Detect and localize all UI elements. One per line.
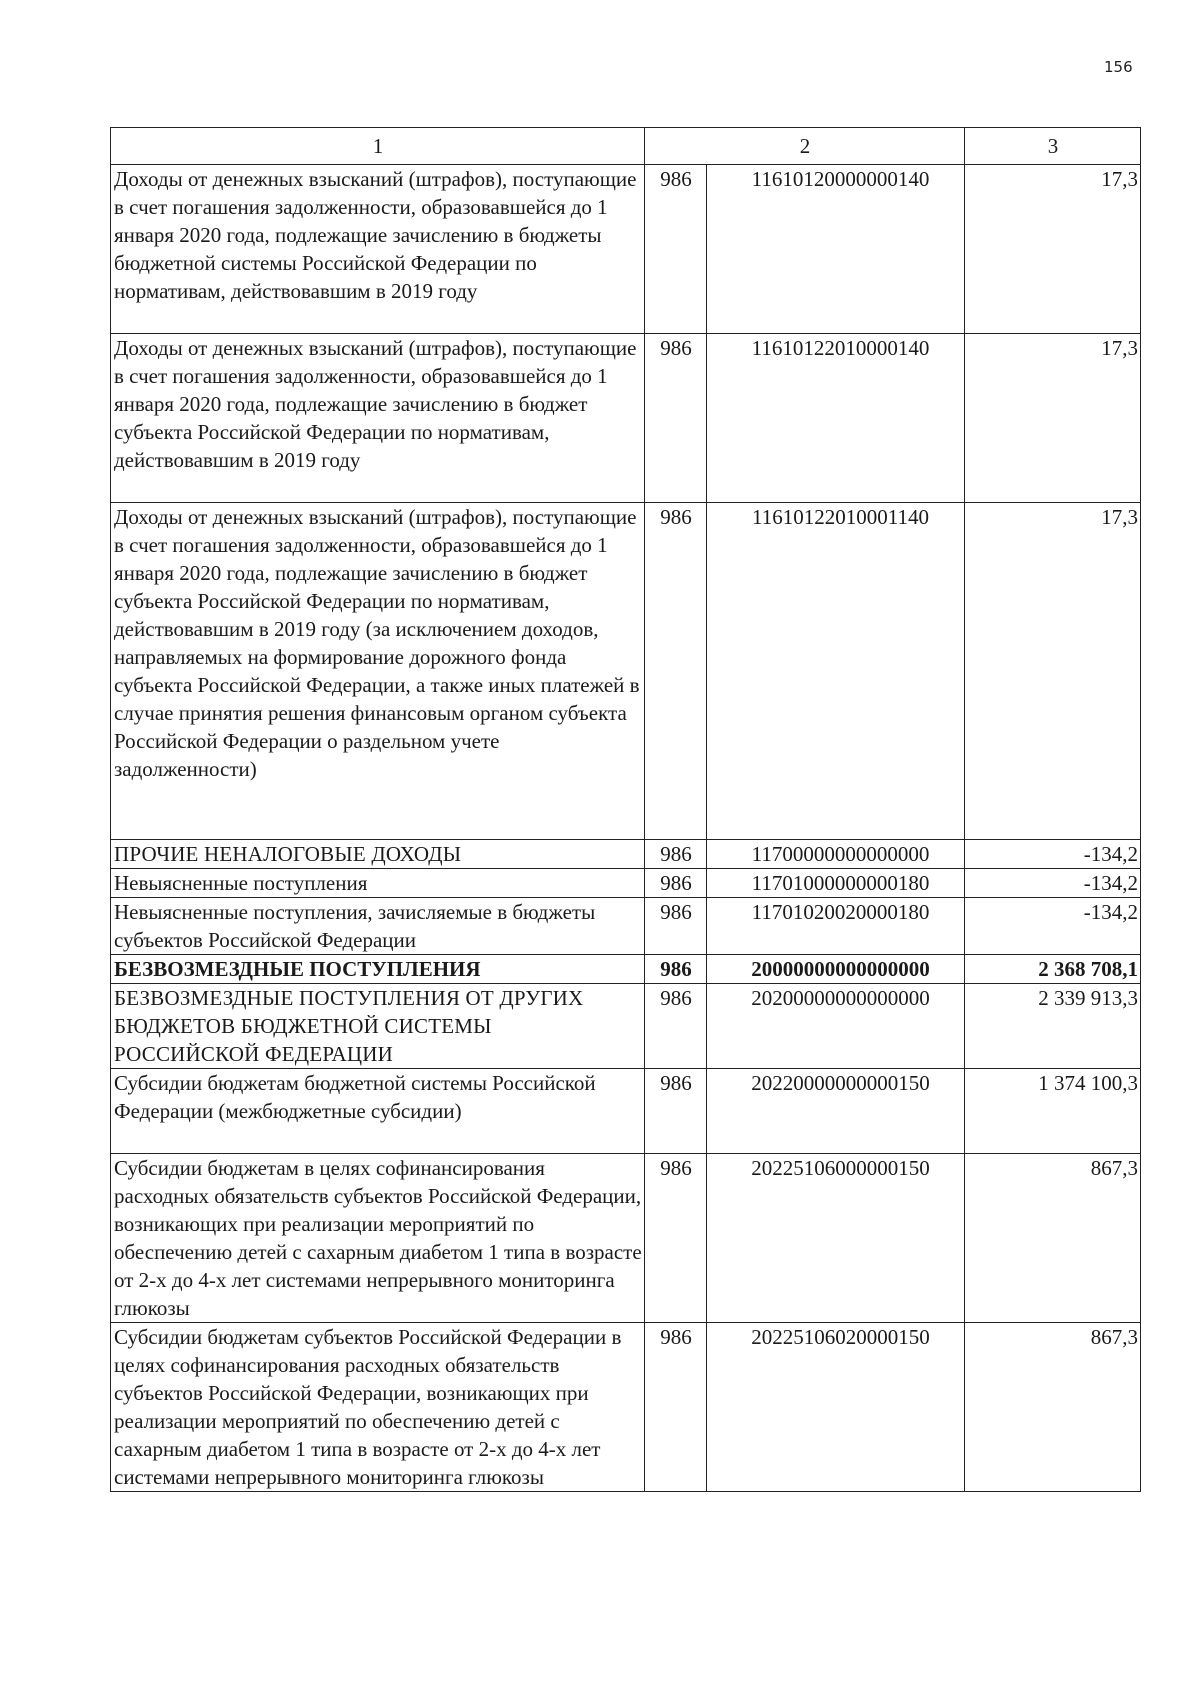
row-name: БЕЗВОЗМЕЗДНЫЕ ПОСТУПЛЕНИЯ ОТ ДРУГИХ БЮДЖЕТОВ БЮДЖЕТНОЙ СИСТЕМЫ РОССИЙСКОЙ ФЕДЕРАЦИИ [111,984,645,1069]
row-amount: 2 339 913,3 [965,984,1141,1069]
row-budget-code: 20220000000000150 [707,1069,965,1154]
table-row [111,165,1141,334]
table-row-total [111,955,1141,984]
row-budget-code: 11700000000000000 [707,840,965,869]
row-name: Субсидии бюджетам субъектов Российской Федерации в целях софинансирования расходных обязательств субъектов Российской Федерации, возникающих при реализации мероприятий по обеспечению детей с сахарным диабетом 1 типа в возрасте от 2-х до 4-х лет системами непрерывного мониторинга глюкозы [111,1323,645,1492]
row-admin-code: 986 [645,1323,707,1492]
row-amount: 867,3 [965,1323,1141,1492]
row-name: Доходы от денежных взысканий (штрафов), поступающие в счет погашения задолженности, образовавшейся до 1 января 2020 года, подлежащие зачислению в бюджеты бюджетной системы Российской Федерации по нормативам, действовавшим в 2019 году [111,165,645,334]
row-amount: -134,2 [965,898,1141,955]
table-row [111,898,1141,955]
row-budget-code: 11610122010001140 [707,503,965,840]
row-name: Невыясненные поступления, зачисляемые в бюджеты субъектов Российской Федерации [111,898,645,955]
row-budget-code: 20225106020000150 [707,1323,965,1492]
table-row [111,1069,1141,1154]
header-col-1: 1 [111,128,645,165]
header-col-3: 3 [965,128,1141,165]
row-amount: -134,2 [965,869,1141,898]
row-admin-code: 986 [645,869,707,898]
row-name: БЕЗВОЗМЕЗДНЫЕ ПОСТУПЛЕНИЯ [111,955,645,984]
row-admin-code: 986 [645,1069,707,1154]
row-admin-code: 986 [645,334,707,503]
row-admin-code: 986 [645,955,707,984]
row-amount: -134,2 [965,840,1141,869]
row-budget-code: 11701020020000180 [707,898,965,955]
row-budget-code: 20225106000000150 [707,1154,965,1323]
row-amount: 17,3 [965,165,1141,334]
table-row [111,1154,1141,1323]
row-admin-code: 986 [645,165,707,334]
table-row [111,503,1141,840]
table-row [111,840,1141,869]
row-admin-code: 986 [645,1154,707,1323]
page-number: 156 [1104,58,1133,76]
row-admin-code: 986 [645,840,707,869]
row-name: Невыясненные поступления [111,869,645,898]
row-budget-code: 11610122010000140 [707,334,965,503]
row-name: Доходы от денежных взысканий (штрафов), поступающие в счет погашения задолженности, образовавшейся до 1 января 2020 года, подлежащие зачислению в бюджет субъекта Российской Федерации по нормативам, действовавшим в 2019 году (за исключением доходов, направляемых на формирование дорожного фонда субъекта Российской Федерации, а также иных платежей в случае принятия решения финансовым органом субъекта Российской Федерации о раздельном учете задолженности) [111,503,645,840]
row-budget-code: 11701000000000180 [707,869,965,898]
row-amount: 867,3 [965,1154,1141,1323]
row-admin-code: 986 [645,898,707,955]
table-row [111,334,1141,503]
row-budget-code: 20000000000000000 [707,955,965,984]
table-header-row [111,128,1141,165]
header-col-2: 2 [645,128,965,165]
table-row [111,869,1141,898]
budget-revenue-table [110,127,1141,1492]
row-budget-code: 11610120000000140 [707,165,965,334]
row-name: Доходы от денежных взысканий (штрафов), поступающие в счет погашения задолженности, образовавшейся до 1 января 2020 года, подлежащие зачислению в бюджет субъекта Российской Федерации по нормативам, действовавшим в 2019 году [111,334,645,503]
row-name: Субсидии бюджетам в целях софинансирования расходных обязательств субъектов Российской Федерации, возникающих при реализации мероприятий по обеспечению детей с сахарным диабетом 1 типа в возрасте от 2-х до 4-х лет системами непрерывного мониторинга глюкозы [111,1154,645,1323]
row-amount: 17,3 [965,503,1141,840]
row-admin-code: 986 [645,984,707,1069]
row-name: Субсидии бюджетам бюджетной системы Российской Федерации (межбюджетные субсидии) [111,1069,645,1154]
table-row [111,1323,1141,1492]
row-admin-code: 986 [645,503,707,840]
row-amount: 17,3 [965,334,1141,503]
row-budget-code: 20200000000000000 [707,984,965,1069]
row-amount: 2 368 708,1 [965,955,1141,984]
row-name: ПРОЧИЕ НЕНАЛОГОВЫЕ ДОХОДЫ [111,840,645,869]
row-amount: 1 374 100,3 [965,1069,1141,1154]
table-row [111,984,1141,1069]
